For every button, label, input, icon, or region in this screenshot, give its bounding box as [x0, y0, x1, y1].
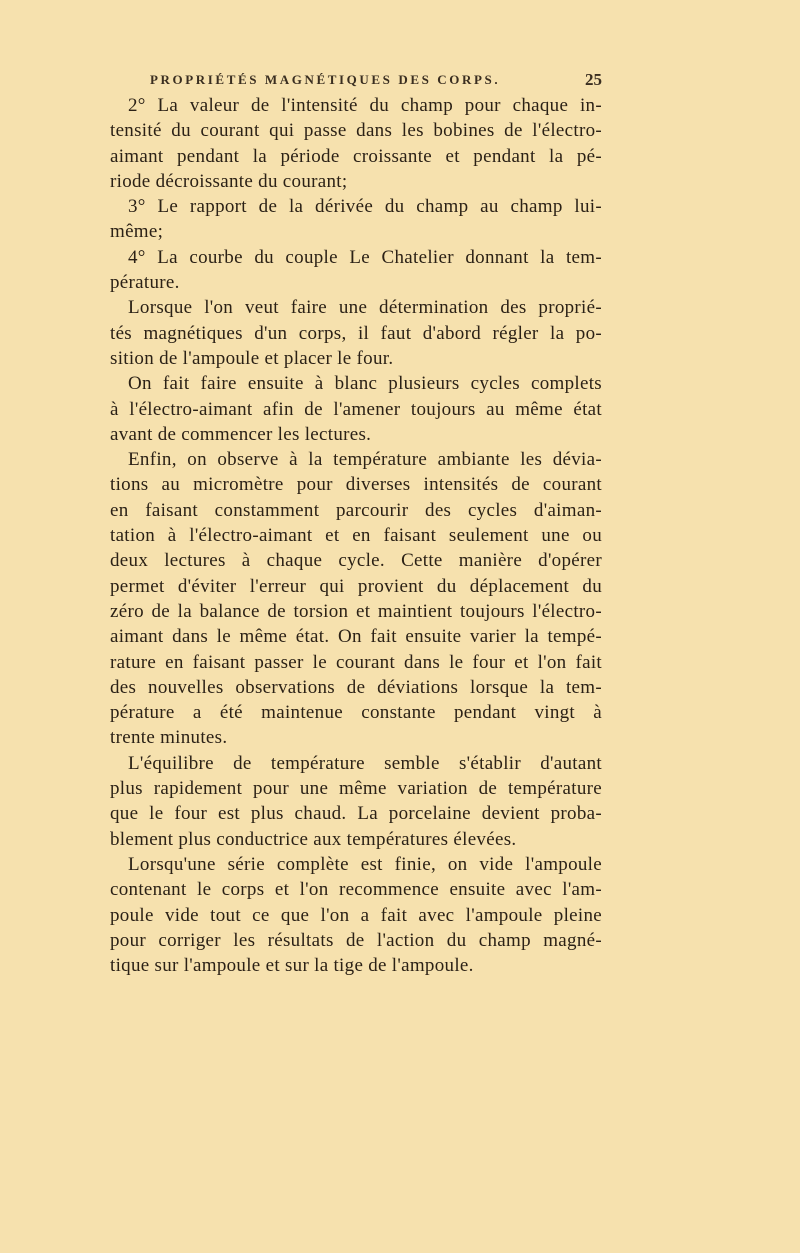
body-text — [110, 93, 602, 978]
text-line: Lorsque l'on veut faire une détermination des proprié- — [128, 297, 602, 319]
text-line: L'équilibre de température semble s'établir d'autant — [128, 752, 602, 774]
text-line: aimant pendant la période croissante et pendant la pé- — [110, 145, 602, 167]
text-line: même; — [110, 221, 164, 243]
paragraph — [110, 295, 602, 371]
paragraph — [110, 751, 602, 852]
text-line: pour corriger les résultats de l'action du champ magné- — [110, 929, 602, 951]
paragraph — [110, 194, 602, 245]
text-line: Lorsqu'une série complète est finie, on vide l'ampoule — [128, 853, 602, 875]
text-line: aimant dans le même état. On fait ensuite varier la tempé- — [110, 626, 602, 648]
text-line: tique sur l'ampoule et sur la tige de l'ampoule. — [110, 955, 474, 977]
text-line: pérature. — [110, 272, 180, 294]
page-number: 25 — [585, 70, 602, 89]
text-line: à l'électro-aimant afin de l'amener toujours au même état — [110, 398, 602, 420]
text-line: 2° La valeur de l'intensité du champ pour chaque in- — [128, 95, 602, 116]
text-line: zéro de la balance de torsion et maintient toujours l'électro- — [110, 600, 602, 622]
text-line: deux lectures à chaque cycle. Cette manière d'opérer — [110, 550, 602, 572]
text-line: des nouvelles observations de déviations lorsque la tem- — [110, 676, 602, 698]
text-line: sition de l'ampoule et placer le four. — [110, 347, 394, 369]
text-line: avant de commencer les lectures. — [110, 423, 372, 445]
text-line: blement plus conductrice aux températures élevées. — [110, 828, 517, 850]
text-line: poule vide tout ce que l'on a fait avec l'ampoule pleine — [110, 904, 602, 926]
text-line: tions au micromètre pour diverses intensités de courant — [110, 474, 602, 496]
text-line: On fait faire ensuite à blanc plusieurs cycles complets — [128, 373, 602, 395]
text-line: Enfin, on observe à la température ambiante les dévia- — [128, 449, 602, 471]
paragraph — [110, 245, 602, 296]
text-line: en faisant constamment parcourir des cycles d'aiman- — [110, 499, 602, 521]
text-line: 4° La courbe du couple Le Chatelier donnant la tem- — [128, 246, 602, 268]
page-header — [110, 70, 602, 94]
running-title: PROPRIÉTÉS MAGNÉTIQUES DES CORPS. — [150, 72, 501, 87]
text-line: tés magnétiques d'un corps, il faut d'abord régler la po- — [110, 322, 602, 344]
text-line: permet d'éviter l'erreur qui provient du déplacement du — [110, 575, 602, 597]
paragraph — [110, 371, 602, 447]
text-line: tation à l'électro-aimant et en faisant seulement une ou — [110, 525, 602, 547]
text-line: 3° Le rapport de la dérivée du champ au champ lui- — [128, 196, 602, 218]
text-line: trente minutes. — [110, 727, 228, 749]
paragraph — [110, 93, 602, 194]
text-line: riode décroissante du courant; — [110, 170, 348, 192]
text-line: que le four est plus chaud. La porcelaine devient proba- — [110, 803, 602, 825]
text-line: contenant le corps et l'on recommence ensuite avec l'am- — [110, 879, 602, 901]
text-line: rature en faisant passer le courant dans le four et l'on fait — [110, 651, 602, 673]
text-line: plus rapidement pour une même variation de température — [110, 778, 602, 800]
paragraph — [110, 447, 602, 751]
paragraph — [110, 852, 602, 978]
text-line: pérature a été maintenue constante pendant vingt à — [110, 702, 602, 724]
text-line: tensité du courant qui passe dans les bobines de l'électro- — [110, 120, 602, 142]
